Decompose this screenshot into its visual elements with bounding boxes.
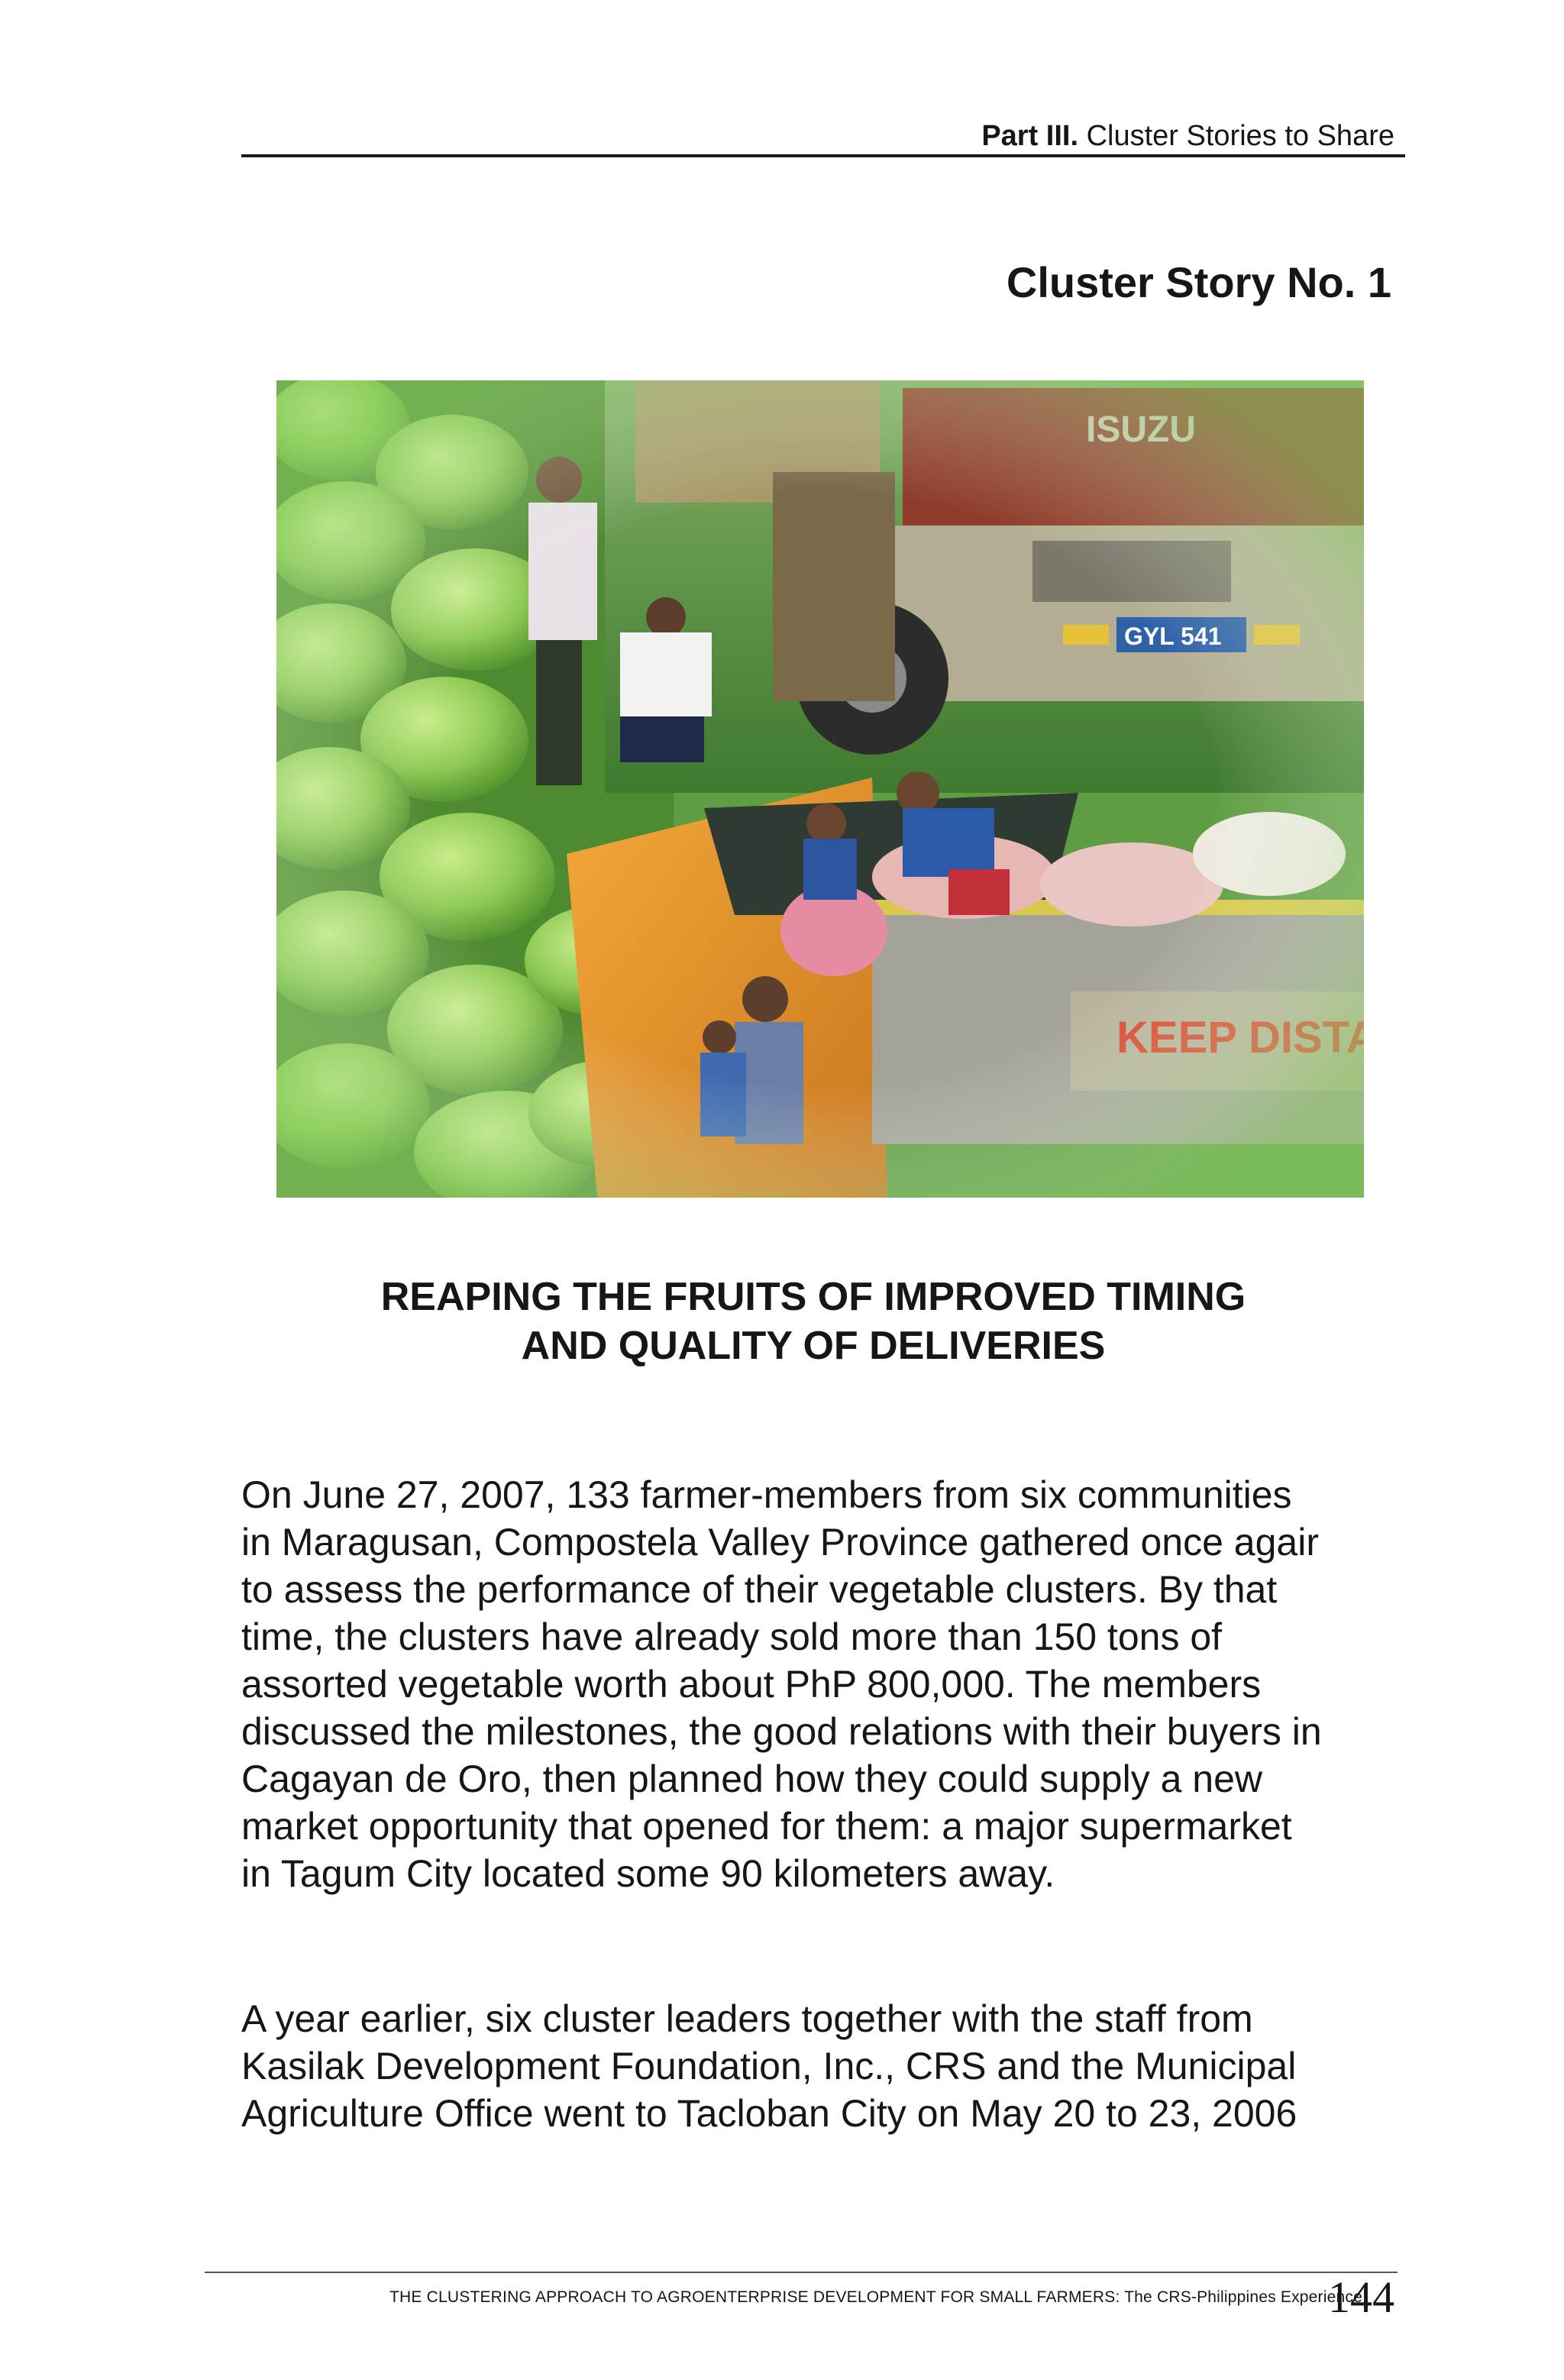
text-line: to assess the performance of their vegetable clusters. By that <box>241 1568 1278 1611</box>
cover-photo <box>276 380 1364 1198</box>
story-number: Cluster Story No. 1 <box>1006 258 1391 306</box>
part-label: Part III. <box>981 120 1079 152</box>
section-title: Cluster Stories to Share <box>1086 120 1394 152</box>
running-header-text <box>981 119 1394 153</box>
footer-rule <box>205 2272 1398 2273</box>
text-line: On June 27, 2007, 133 farmer-members from six communities <box>241 1473 1292 1516</box>
text-line: Cagayan de Oro, then planned how they could supply a new <box>241 1758 1263 1800</box>
text-line: assorted vegetable worth about PhP 800,000. The members <box>241 1663 1262 1706</box>
footer-book-title: THE CLUSTERING APPROACH TO AGROENTERPRISE DEVELOPMENT FOR SMALL FARMERS: The CRS-Philippines Experience <box>389 2288 1362 2306</box>
text-line: A year earlier, six cluster leaders together with the staff from <box>241 1997 1253 2040</box>
paragraph-2 <box>241 1995 1433 2137</box>
article-title-line-2: AND QUALITY OF DELIVERIES <box>521 1324 1106 1368</box>
running-header <box>241 115 1405 157</box>
text-line: market opportunity that opened for them: a major supermarket <box>241 1805 1292 1848</box>
text-line: Agriculture Office went to Tacloban City on May 20 to 23, 2006 <box>241 2092 1297 2135</box>
article-title-line-1: REAPING THE FRUITS OF IMPROVED TIMING <box>380 1275 1246 1319</box>
text-line: discussed the milestones, the good relations with their buyers in <box>241 1710 1322 1753</box>
text-line: in Maragusan, Compostela Valley Province gathered once agair <box>241 1521 1319 1563</box>
text-line: time, the clusters have already sold more than 150 tons of <box>241 1615 1223 1658</box>
text-line: in Tagum City located some 90 kilometers away. <box>241 1852 1055 1895</box>
paragraph-1 <box>241 1471 1433 1897</box>
text-line: Kasilak Development Foundation, Inc., CRS and the Municipal <box>241 2045 1297 2087</box>
article-title <box>241 1272 1385 1370</box>
page-number: 144 <box>1328 2272 1394 2322</box>
